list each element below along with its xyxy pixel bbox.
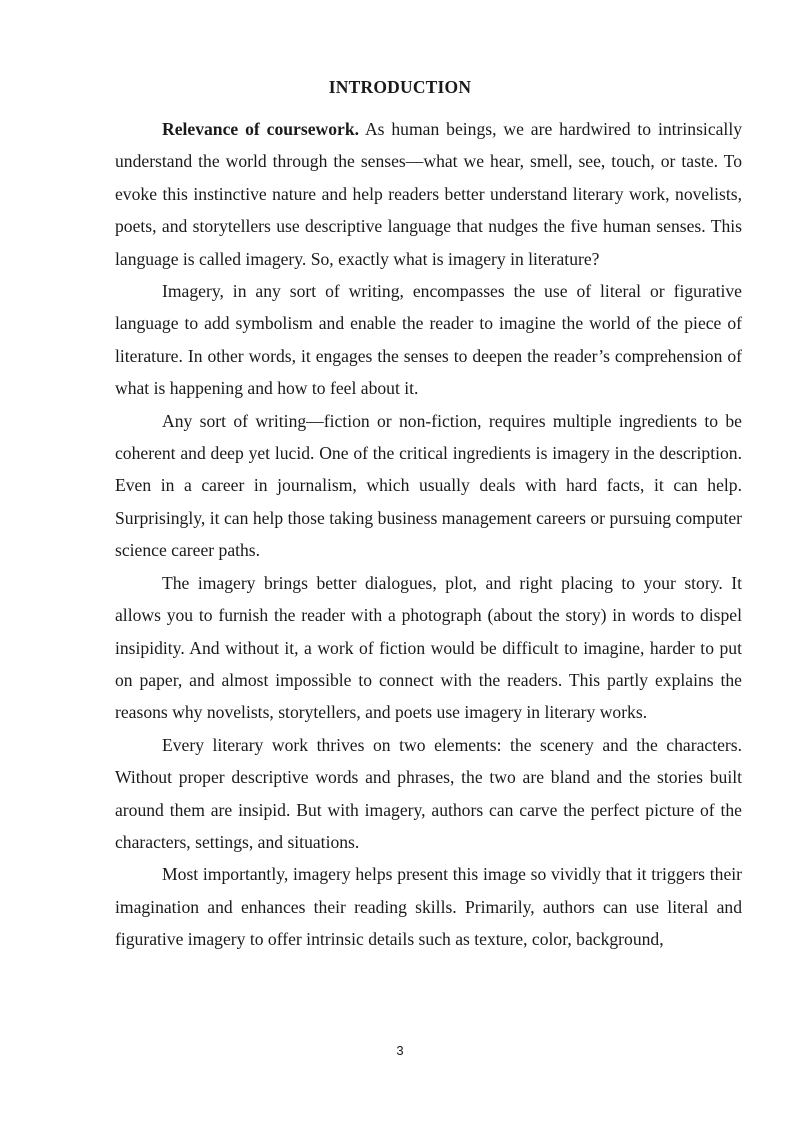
paragraph: The imagery brings better dialogues, plot, and right placing to your story. It allows you to furnish the reader with a photograph (about the story) in words to dispel insipidity. And without it, a work of fiction would be difficult to imagine, harder to put on paper, and almost impossible to connect with the readers. This partly explains the reasons why novelists, storytellers, and poets use imagery in literary works. <box>115 572 742 723</box>
paragraph: Imagery, in any sort of writing, encompasses the use of literal or figurative language to add symbolism and enable the reader to imagine the world of the piece of literature. In other words, it engages the senses to deepen the reader’s comprehension of what is happening and how to feel about it. <box>115 281 742 399</box>
paragraph: Most importantly, imagery helps present this image so vividly that it triggers their imagination and enhances their reading skills. Primarily, authors can use literal and figurative imagery to offer intrinsic details such as texture, color, background, <box>115 864 742 950</box>
paragraph: Every literary work thrives on two elements: the scenery and the characters. Without proper descriptive words and phrases, the two are bland and the stories built around them are insipid. But with imagery, authors can carve the perfect picture of the characters, settings, and situations. <box>115 734 742 852</box>
paragraph: Any sort of writing—fiction or non-fiction, requires multiple ingredients to be coherent and deep yet lucid. One of the critical ingredients is imagery in the description. Even in a career in journalism, which usually deals with hard facts, it can help. Surprisingly, it can help those taking business management careers or pursuing computer science career paths. <box>115 410 742 561</box>
paragraph-text: As human beings, we are hardwired to intrinsically understand the world through the senses—what we hear, smell, see, touch, or taste. To evoke this instinctive nature and help readers better understand literary work, novelists, poets, and storytellers use descriptive language that nudges the five human senses. This language is called imagery. So, exactly what is imagery in literature? <box>115 119 743 269</box>
paragraph-lead: Relevance of coursework. <box>162 119 360 139</box>
paragraph-relevance <box>115 113 742 275</box>
body-text <box>115 113 742 956</box>
page-number: 3 <box>396 1043 404 1058</box>
section-heading: INTRODUCTION <box>328 77 472 97</box>
